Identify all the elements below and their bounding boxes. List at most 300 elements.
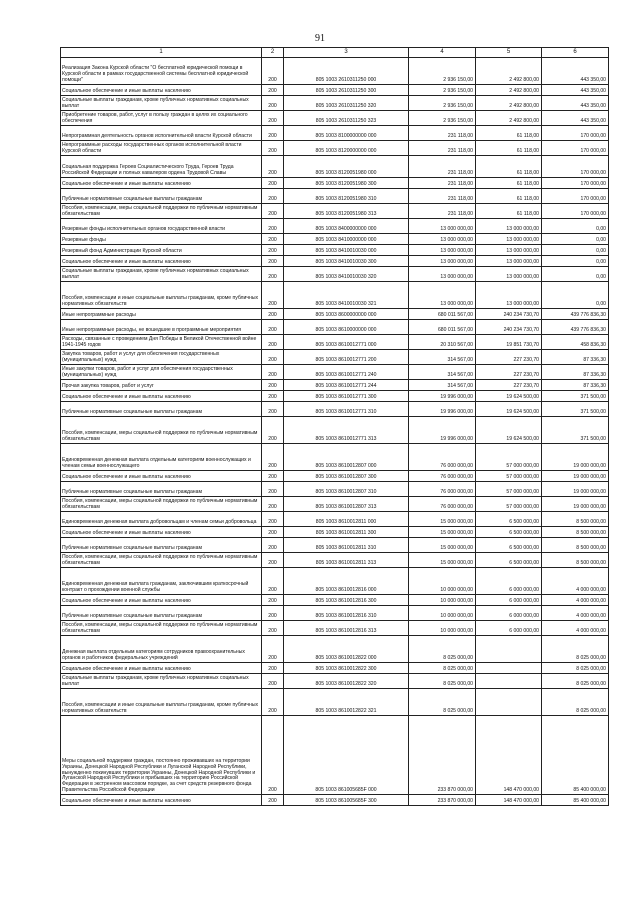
row-amount-5: 2 492 800,00 <box>476 96 542 111</box>
row-name: Иные непрограммные расходы <box>61 309 262 320</box>
row-amount-4: 19 996 000,00 <box>409 391 476 402</box>
row-code2: 200 <box>262 256 284 267</box>
row-name: Единовременная денежная выплата отдельным категориям военнослужащих и членам семьи военнослужащего <box>61 444 262 471</box>
row-code2: 200 <box>262 417 284 444</box>
row-amount-4: 2 936 150,00 <box>409 85 476 96</box>
row-code2: 200 <box>262 482 284 497</box>
row-code2: 200 <box>262 795 284 806</box>
row-amount-6: 0,00 <box>542 282 609 309</box>
row-amount-5: 13 000 000,00 <box>476 267 542 282</box>
row-amount-4: 15 000 000,00 <box>409 538 476 553</box>
row-code2: 200 <box>262 471 284 482</box>
row-code2: 200 <box>262 219 284 234</box>
row-code3: 805 1003 8610012822 000 <box>284 636 409 663</box>
row-amount-4: 19 996 000,00 <box>409 402 476 417</box>
row-amount-5: 13 000 000,00 <box>476 282 542 309</box>
row-name: Приобретение товаров, работ, услуг в пользу граждан в целях их социального обеспечения <box>61 111 262 126</box>
table-row <box>61 795 609 806</box>
row-amount-4: 8 025 000,00 <box>409 663 476 674</box>
table-row <box>61 402 609 417</box>
table-row <box>61 380 609 391</box>
row-code3: 805 1003 8120000000 000 <box>284 141 409 156</box>
row-amount-6: 170 000,00 <box>542 204 609 219</box>
table-row <box>61 482 609 497</box>
row-amount-6: 0,00 <box>542 234 609 245</box>
table-row <box>61 512 609 527</box>
row-code2: 200 <box>262 111 284 126</box>
table-row <box>61 126 609 141</box>
row-amount-6: 170 000,00 <box>542 126 609 141</box>
row-code3: 805 1003 8410010030 321 <box>284 282 409 309</box>
row-name: Социальное обеспечение и иные выплаты населению <box>61 85 262 96</box>
row-code3: 805 1003 8610012811 300 <box>284 527 409 538</box>
row-name: Закупка товаров, работ и услуг для обеспечения государственных (муниципальных) нужд <box>61 350 262 365</box>
row-amount-6: 4 000 000,00 <box>542 568 609 595</box>
row-amount-5: 61 118,00 <box>476 156 542 178</box>
row-name: Единовременная денежная выплата добровольцам и членам семьи добровольца <box>61 512 262 527</box>
row-code2: 200 <box>262 674 284 689</box>
row-amount-6: 371 500,00 <box>542 417 609 444</box>
row-amount-6: 4 000 000,00 <box>542 606 609 621</box>
row-amount-6: 4 000 000,00 <box>542 595 609 606</box>
row-code2: 200 <box>262 716 284 795</box>
table-row <box>61 178 609 189</box>
row-code3: 805 1003 8610012811 000 <box>284 512 409 527</box>
table-row <box>61 553 609 568</box>
row-amount-4: 314 567,00 <box>409 350 476 365</box>
row-amount-4: 2 936 150,00 <box>409 96 476 111</box>
row-amount-4: 76 000 000,00 <box>409 471 476 482</box>
table-row <box>61 309 609 320</box>
row-amount-5: 6 500 000,00 <box>476 512 542 527</box>
row-amount-6: 8 500 000,00 <box>542 512 609 527</box>
row-amount-5: 13 000 000,00 <box>476 219 542 234</box>
row-amount-5: 19 851 730,70 <box>476 335 542 350</box>
row-name: Прочая закупка товаров, работ и услуг <box>61 380 262 391</box>
row-name: Пособия, компенсации и иные социальные выплаты гражданам, кроме публичных нормативных обязательств <box>61 689 262 716</box>
row-amount-4: 2 936 150,00 <box>409 111 476 126</box>
row-amount-5: 6 000 000,00 <box>476 621 542 636</box>
row-amount-6: 87 336,30 <box>542 380 609 391</box>
table-row <box>61 58 609 85</box>
row-amount-4: 231 118,00 <box>409 126 476 141</box>
row-name: Расходы, связанные с проведением Дня Победы в Великой Отечественной войне 1941-1945 годов <box>61 335 262 350</box>
row-amount-5: 57 000 000,00 <box>476 497 542 512</box>
row-amount-5: 61 118,00 <box>476 204 542 219</box>
row-name: Резервный фонд Администрации Курской области <box>61 245 262 256</box>
row-code3: 805 1003 861005685F 000 <box>284 716 409 795</box>
row-code3: 805 1003 8610012807 310 <box>284 482 409 497</box>
row-code3: 805 1003 2610311250 000 <box>284 58 409 85</box>
header-col-4: 4 <box>409 48 476 58</box>
table-row <box>61 595 609 606</box>
row-code3: 805 1003 8120051980 313 <box>284 204 409 219</box>
row-amount-5: 6 000 000,00 <box>476 595 542 606</box>
row-amount-4: 10 000 000,00 <box>409 621 476 636</box>
row-amount-4: 15 000 000,00 <box>409 512 476 527</box>
row-code3: 805 1003 8610012816 000 <box>284 568 409 595</box>
row-amount-4: 15 000 000,00 <box>409 527 476 538</box>
row-amount-4: 76 000 000,00 <box>409 482 476 497</box>
row-amount-5 <box>476 663 542 674</box>
row-code3: 805 1003 8610012771 300 <box>284 391 409 402</box>
row-code2: 200 <box>262 553 284 568</box>
row-amount-5 <box>476 636 542 663</box>
row-amount-4: 231 118,00 <box>409 204 476 219</box>
row-amount-4: 8 025 000,00 <box>409 674 476 689</box>
row-amount-6: 0,00 <box>542 256 609 267</box>
table-row <box>61 245 609 256</box>
row-code3: 805 1003 8610012816 313 <box>284 621 409 636</box>
row-amount-6: 85 400 000,00 <box>542 716 609 795</box>
row-name: Резервные фонды <box>61 234 262 245</box>
row-name: Публичные нормативные социальные выплаты гражданам <box>61 402 262 417</box>
row-code2: 200 <box>262 141 284 156</box>
row-code2: 200 <box>262 568 284 595</box>
row-code3: 805 1003 8610012816 300 <box>284 595 409 606</box>
table-row <box>61 663 609 674</box>
table-row <box>61 497 609 512</box>
header-row <box>61 48 609 58</box>
row-amount-5: 57 000 000,00 <box>476 444 542 471</box>
row-amount-5: 227 230,70 <box>476 380 542 391</box>
row-amount-5: 19 624 500,00 <box>476 402 542 417</box>
row-code3: 805 1003 8120051980 300 <box>284 178 409 189</box>
row-amount-5: 13 000 000,00 <box>476 256 542 267</box>
row-code2: 200 <box>262 85 284 96</box>
row-code2: 200 <box>262 96 284 111</box>
row-code3: 805 1003 861005685F 300 <box>284 795 409 806</box>
row-code2: 200 <box>262 245 284 256</box>
row-amount-6: 170 000,00 <box>542 141 609 156</box>
table-row <box>61 85 609 96</box>
table-body <box>61 58 609 806</box>
row-code3: 805 1003 8610012811 310 <box>284 538 409 553</box>
row-amount-6: 8 025 000,00 <box>542 674 609 689</box>
row-code2: 200 <box>262 178 284 189</box>
row-amount-4: 10 000 000,00 <box>409 568 476 595</box>
row-amount-4: 231 118,00 <box>409 141 476 156</box>
row-amount-4: 233 870 000,00 <box>409 795 476 806</box>
row-code3: 805 1003 8610012771 310 <box>284 402 409 417</box>
row-amount-5: 13 000 000,00 <box>476 245 542 256</box>
row-amount-6: 439 776 836,30 <box>542 309 609 320</box>
row-amount-6: 87 336,30 <box>542 350 609 365</box>
table-row <box>61 234 609 245</box>
row-amount-5: 2 492 800,00 <box>476 58 542 85</box>
row-code3: 805 1003 8610012771 240 <box>284 365 409 380</box>
row-amount-6: 8 500 000,00 <box>542 538 609 553</box>
row-code2: 200 <box>262 335 284 350</box>
row-name: Резервные фонды исполнительных органов государственной власти <box>61 219 262 234</box>
row-code2: 200 <box>262 189 284 204</box>
row-code2: 200 <box>262 234 284 245</box>
row-code2: 200 <box>262 636 284 663</box>
row-amount-6: 8 025 000,00 <box>542 689 609 716</box>
table-row <box>61 111 609 126</box>
row-code2: 200 <box>262 595 284 606</box>
row-code2: 200 <box>262 512 284 527</box>
row-amount-5 <box>476 689 542 716</box>
row-amount-4: 2 936 150,00 <box>409 58 476 85</box>
row-amount-5: 19 624 500,00 <box>476 391 542 402</box>
row-name: Иные закупки товаров, работ и услуг для обеспечения государственных (муниципальных) нужд <box>61 365 262 380</box>
row-amount-4: 76 000 000,00 <box>409 497 476 512</box>
row-code2: 200 <box>262 320 284 335</box>
row-code3: 805 1003 8610012807 300 <box>284 471 409 482</box>
row-code3: 805 1003 8120051980 000 <box>284 156 409 178</box>
row-name: Социальная поддержка Героев Социалистического Труда, Героев Труда Российской Федерации и полных кавалеров ордена Трудовой Славы <box>61 156 262 178</box>
row-name: Публичные нормативные социальные выплаты гражданам <box>61 189 262 204</box>
row-name: Иные непрограммные расходы, не вошедшие в программные мероприятия <box>61 320 262 335</box>
row-code3: 805 1003 8610012771 000 <box>284 335 409 350</box>
row-amount-4: 13 000 000,00 <box>409 245 476 256</box>
row-amount-4: 8 025 000,00 <box>409 689 476 716</box>
row-amount-4: 680 011 567,00 <box>409 309 476 320</box>
row-code3: 805 1003 8610012811 313 <box>284 553 409 568</box>
row-code2: 200 <box>262 621 284 636</box>
row-amount-5: 57 000 000,00 <box>476 482 542 497</box>
table-row <box>61 96 609 111</box>
row-amount-6: 19 000 000,00 <box>542 497 609 512</box>
row-amount-4: 20 310 567,00 <box>409 335 476 350</box>
row-amount-6: 439 776 836,30 <box>542 320 609 335</box>
row-code3: 805 1003 8410000000 000 <box>284 234 409 245</box>
row-amount-6: 170 000,00 <box>542 156 609 178</box>
table-row <box>61 689 609 716</box>
table-row <box>61 204 609 219</box>
row-name: Социальные выплаты гражданам, кроме публичных нормативных социальных выплат <box>61 96 262 111</box>
row-name: Социальные выплаты гражданам, кроме публичных нормативных социальных выплат <box>61 674 262 689</box>
row-amount-6: 371 500,00 <box>542 402 609 417</box>
table-row <box>61 189 609 204</box>
row-code2: 200 <box>262 402 284 417</box>
row-name: Единовременная денежная выплата гражданам, заключившим краткосрочный контракт о прохождении военной службы <box>61 568 262 595</box>
row-name: Пособия, компенсации, меры социальной поддержки по публичным нормативным обязательствам <box>61 553 262 568</box>
row-code3: 805 1003 2610311250 320 <box>284 96 409 111</box>
row-amount-4: 13 000 000,00 <box>409 234 476 245</box>
budget-table <box>60 47 609 806</box>
table-row <box>61 335 609 350</box>
row-name: Непрограммная деятельность органов исполнительной власти Курской области <box>61 126 262 141</box>
row-code2: 200 <box>262 497 284 512</box>
row-amount-4: 680 011 567,00 <box>409 320 476 335</box>
row-amount-5: 148 470 000,00 <box>476 795 542 806</box>
row-amount-4: 231 118,00 <box>409 178 476 189</box>
row-code3: 805 1003 8410010030 000 <box>284 245 409 256</box>
row-code3: 805 1003 8610012771 200 <box>284 350 409 365</box>
table-row <box>61 156 609 178</box>
table-row <box>61 320 609 335</box>
row-amount-6: 85 400 000,00 <box>542 795 609 806</box>
row-name: Социальное обеспечение и иные выплаты населению <box>61 795 262 806</box>
row-code3: 805 1003 8120051980 310 <box>284 189 409 204</box>
row-amount-4: 233 870 000,00 <box>409 716 476 795</box>
row-amount-4: 231 118,00 <box>409 156 476 178</box>
row-code3: 805 1003 8610012822 300 <box>284 663 409 674</box>
row-amount-6: 170 000,00 <box>542 178 609 189</box>
row-code2: 200 <box>262 527 284 538</box>
row-amount-6: 8 500 000,00 <box>542 553 609 568</box>
row-amount-5: 13 000 000,00 <box>476 234 542 245</box>
table-row <box>61 568 609 595</box>
row-name: Социальное обеспечение и иные выплаты населению <box>61 178 262 189</box>
row-name: Социальное обеспечение и иные выплаты населению <box>61 663 262 674</box>
row-amount-5: 6 500 000,00 <box>476 553 542 568</box>
row-code2: 200 <box>262 267 284 282</box>
row-name: Публичные нормативные социальные выплаты гражданам <box>61 538 262 553</box>
row-code3: 805 1003 8600000000 000 <box>284 309 409 320</box>
row-name: Пособия, компенсации, меры социальной поддержки по публичным нормативным обязательствам <box>61 497 262 512</box>
row-amount-5: 61 118,00 <box>476 178 542 189</box>
row-amount-5: 148 470 000,00 <box>476 716 542 795</box>
row-amount-6: 443 350,00 <box>542 111 609 126</box>
table-row <box>61 391 609 402</box>
row-amount-5: 2 492 800,00 <box>476 85 542 96</box>
header-col-6: 6 <box>542 48 609 58</box>
row-amount-5: 19 624 500,00 <box>476 417 542 444</box>
row-code3: 805 1003 8610012816 310 <box>284 606 409 621</box>
row-name: Социальное обеспечение и иные выплаты населению <box>61 527 262 538</box>
row-amount-5 <box>476 674 542 689</box>
row-name: Социальное обеспечение и иные выплаты населению <box>61 256 262 267</box>
row-amount-5: 61 118,00 <box>476 141 542 156</box>
row-amount-4: 76 000 000,00 <box>409 444 476 471</box>
row-amount-4: 10 000 000,00 <box>409 606 476 621</box>
table-row <box>61 606 609 621</box>
page-number: 91 <box>315 33 325 44</box>
row-code3: 805 1003 2610311250 323 <box>284 111 409 126</box>
table-row <box>61 636 609 663</box>
row-name: Реализация Закона Курской области "О бесплатной юридической помощи в Курской области в рамках государственной системы бесплатной юридической помощи" <box>61 58 262 85</box>
row-amount-4: 13 000 000,00 <box>409 267 476 282</box>
row-amount-6: 19 000 000,00 <box>542 471 609 482</box>
row-amount-5: 6 000 000,00 <box>476 606 542 621</box>
row-code2: 200 <box>262 309 284 320</box>
header-col-1: 1 <box>61 48 262 58</box>
row-code3: 805 1003 8610012807 000 <box>284 444 409 471</box>
row-amount-4: 10 000 000,00 <box>409 595 476 606</box>
row-name: Пособия, компенсации, меры социальной поддержки по публичным нормативным обязательствам <box>61 417 262 444</box>
table-row <box>61 716 609 795</box>
row-amount-5: 6 500 000,00 <box>476 538 542 553</box>
table-row <box>61 350 609 365</box>
row-amount-6: 371 500,00 <box>542 391 609 402</box>
row-amount-6: 443 350,00 <box>542 58 609 85</box>
row-amount-5: 227 230,70 <box>476 365 542 380</box>
row-amount-5: 61 118,00 <box>476 189 542 204</box>
row-name: Социальное обеспечение и иные выплаты населению <box>61 595 262 606</box>
row-amount-6: 170 000,00 <box>542 189 609 204</box>
row-name: Пособия, компенсации и иные социальные выплаты гражданам, кроме публичных нормативных обязательств <box>61 282 262 309</box>
header-col-3: 3 <box>284 48 409 58</box>
row-amount-4: 13 000 000,00 <box>409 282 476 309</box>
row-code3: 805 1003 8410010030 300 <box>284 256 409 267</box>
row-code2: 200 <box>262 204 284 219</box>
table-row <box>61 141 609 156</box>
row-code3: 805 1003 8400000000 000 <box>284 219 409 234</box>
row-code3: 805 1003 8610012771 313 <box>284 417 409 444</box>
row-amount-4: 8 025 000,00 <box>409 636 476 663</box>
row-code3: 805 1003 8610012822 320 <box>284 674 409 689</box>
row-amount-6: 443 350,00 <box>542 96 609 111</box>
row-amount-5: 6 000 000,00 <box>476 568 542 595</box>
row-code3: 805 1003 8610012822 321 <box>284 689 409 716</box>
row-code2: 200 <box>262 391 284 402</box>
row-amount-4: 13 000 000,00 <box>409 256 476 267</box>
table-row <box>61 527 609 538</box>
row-amount-6: 8 500 000,00 <box>542 527 609 538</box>
row-code2: 200 <box>262 156 284 178</box>
row-amount-6: 458 836,30 <box>542 335 609 350</box>
table-row <box>61 365 609 380</box>
row-name: Публичные нормативные социальные выплаты гражданам <box>61 606 262 621</box>
row-amount-5: 2 492 800,00 <box>476 111 542 126</box>
table-row <box>61 267 609 282</box>
table-row <box>61 256 609 267</box>
row-code2: 200 <box>262 282 284 309</box>
row-code2: 200 <box>262 444 284 471</box>
row-amount-6: 443 350,00 <box>542 85 609 96</box>
row-amount-5: 240 234 730,70 <box>476 309 542 320</box>
row-code3: 805 1003 8610012807 313 <box>284 497 409 512</box>
row-code2: 200 <box>262 380 284 391</box>
row-amount-5: 240 234 730,70 <box>476 320 542 335</box>
table-row <box>61 282 609 309</box>
header-col-5: 5 <box>476 48 542 58</box>
row-code3: 805 1003 8410010030 320 <box>284 267 409 282</box>
row-amount-4: 231 118,00 <box>409 189 476 204</box>
row-amount-4: 19 996 000,00 <box>409 417 476 444</box>
table-row <box>61 471 609 482</box>
row-amount-6: 19 000 000,00 <box>542 482 609 497</box>
row-name: Социальное обеспечение и иные выплаты населению <box>61 391 262 402</box>
row-code2: 200 <box>262 689 284 716</box>
row-name: Публичные нормативные социальные выплаты гражданам <box>61 482 262 497</box>
table-row <box>61 417 609 444</box>
row-code2: 200 <box>262 365 284 380</box>
row-amount-6: 0,00 <box>542 245 609 256</box>
row-amount-5: 6 500 000,00 <box>476 527 542 538</box>
row-name: Социальное обеспечение и иные выплаты населению <box>61 471 262 482</box>
row-amount-4: 314 567,00 <box>409 380 476 391</box>
row-name: Пособия, компенсации, меры социальной поддержки по публичным нормативным обязательствам <box>61 204 262 219</box>
row-amount-6: 4 000 000,00 <box>542 621 609 636</box>
row-amount-6: 87 336,30 <box>542 365 609 380</box>
row-amount-5: 227 230,70 <box>476 350 542 365</box>
row-code3: 805 1003 2610311250 300 <box>284 85 409 96</box>
row-code3: 805 1003 8610012771 244 <box>284 380 409 391</box>
row-amount-6: 0,00 <box>542 219 609 234</box>
row-name: Меры социальной поддержки граждан, постоянно проживавших на территории Украины, Донецкой Народной Республики и Луганской Народной Республики, вынужденно покинувших территории Украины, Донецкой Народной Республики и Луганской Народной Республики и прибывших на территорию Российской Федерации в экстренном массовом порядке, за счет средств резервного фонда Правительства Российской Федерации <box>61 716 262 795</box>
row-name: Денежная выплата отдельным категориям сотрудников правоохранительных органов и работников федеральных учреждений <box>61 636 262 663</box>
row-amount-4: 15 000 000,00 <box>409 553 476 568</box>
row-code3: 805 1003 8100000000 000 <box>284 126 409 141</box>
row-amount-4: 13 000 000,00 <box>409 219 476 234</box>
table-row <box>61 674 609 689</box>
table-header <box>61 48 609 58</box>
row-name: Пособия, компенсации, меры социальной поддержки по публичным нормативным обязательствам <box>61 621 262 636</box>
row-code3: 805 1003 8610000000 000 <box>284 320 409 335</box>
row-code2: 200 <box>262 58 284 85</box>
row-amount-6: 0,00 <box>542 267 609 282</box>
row-name: Социальные выплаты гражданам, кроме публичных нормативных социальных выплат <box>61 267 262 282</box>
row-amount-6: 8 025 000,00 <box>542 663 609 674</box>
row-amount-5: 57 000 000,00 <box>476 471 542 482</box>
table-row <box>61 621 609 636</box>
table-row <box>61 444 609 471</box>
header-col-2: 2 <box>262 48 284 58</box>
